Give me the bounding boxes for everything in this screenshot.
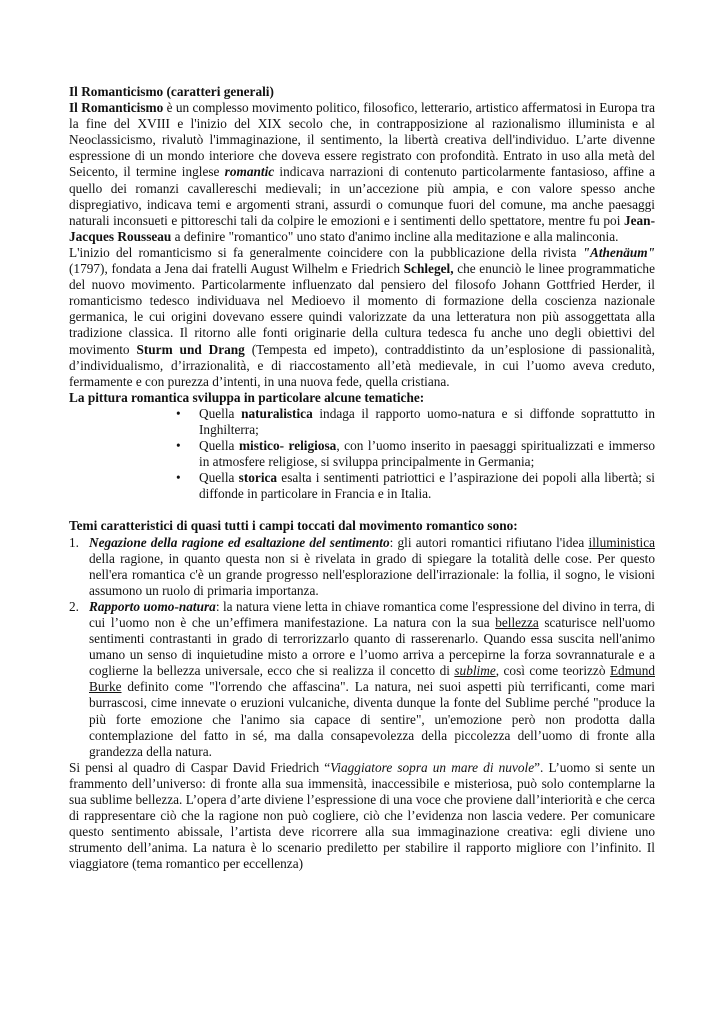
item-text: : la natura viene letta in chiave romantica come l'espressione del divino in terra, di cui l’uomo non è che un’effimera manifestazione. La natura con la sua — [89, 598, 655, 630]
origins-text-3: che enunciò le linee programmatiche del nuovo movimento. Particolarmente influenzato dal pensiero del filosofo Johann Gottfried Herder, il romanticismo tedesco individuava nel Medioevo il momento di formazione della coscienza nazionale germanica, le cui origini dovevano essere quindi valorizzate da una letteratura non più assoggettata alla tradizione classica. Il ritorno alle fonti originarie della cultura tedesca fu anche uno degli obiettivi del movimento — [69, 261, 655, 357]
bullet-bold-term: storica — [238, 470, 278, 486]
themes-list — [69, 535, 655, 760]
list-item — [69, 535, 655, 599]
painting-heading: La pittura romantica sviluppa in particolare alcune tematiche: — [69, 389, 425, 405]
intro-text-1: è un complesso movimento politico, filosofico, letterario, artistico affermatosi in Europa tra la fine del XVIII e l'inizio del XIX secolo che, in contrapposizione al razionalismo illuminista e al Neoclassicismo, rivalutò l'immaginazione, il sentimento, la libertà creativa dell'individuo. L’arte divenne espressione di un mondo interiore che doveva essere registrato con profondità. Entrato in uso alla metà del Seicento, il termine inglese — [69, 100, 655, 180]
intro-lead-term: Il Romanticismo — [69, 100, 164, 116]
list-item — [170, 406, 655, 438]
romantic-term: romantic — [224, 164, 275, 180]
illuministica-link[interactable]: illuministica — [588, 534, 655, 550]
friedrich-text-1: Si pensi al quadro di Caspar David Friedrich “ — [69, 759, 331, 775]
bullet-text-post: , con l’uomo inserito in paesaggi spiritualizzati e immerso in atmosfere religiose, si sviluppa principalmente in Germania; — [199, 438, 655, 470]
list-item — [69, 599, 655, 760]
bullet-icon: • — [176, 405, 181, 421]
bullet-bold-term: naturalistica — [241, 405, 313, 421]
origins-paragraph — [69, 245, 655, 390]
item-number: 2. — [69, 598, 79, 614]
origins-text-4: (Tempesta ed impeto), contraddistinto da un’esplosione di passionalità, d’individualismo, d’irrazionalità, e di riaccostamento all’età medievale, in cui l’uomo aveva creduto, fermamente e con purezza d’intenti, in una nuova fede, quella cristiana. — [69, 341, 655, 389]
item-text: : gli autori romantici rifiutano l'idea — [389, 534, 589, 550]
sublime-link[interactable]: sublime — [454, 663, 496, 679]
bullet-text-pre: Quella — [199, 405, 242, 421]
bullet-icon: • — [176, 470, 181, 486]
rousseau-name: Jean-Jacques Rousseau — [69, 212, 655, 244]
schlegel-name: Schlegel, — [403, 261, 454, 277]
painting-themes-list — [69, 406, 655, 503]
bellezza-link[interactable]: bellezza — [495, 615, 539, 630]
spacer — [69, 502, 655, 518]
list-item — [170, 438, 655, 470]
origins-text-1: L'inizio del romanticismo si fa generalmente coincidere con la pubblicazione della rivista — [69, 244, 583, 260]
document-page — [69, 84, 655, 873]
sturm-und-drang: Sturm und Drang — [136, 341, 245, 357]
bullet-icon: • — [176, 438, 181, 454]
item-text: , così come teorizzò — [495, 663, 610, 679]
item-text: definito come "l'orrendo che affascina". La natura, nei suoi aspetti più terrificanti, come mari burrascosi, cime innevate o eruzioni vulcaniche, diventa dunque la fonte del Sublime perché "produce la più forte emozione che l'animo sia capace di sentire", un'emozione però non prodotta dalla contemplazione del fatto in sé, ma dalla consapevolezza della piccolezza dell’uomo di fronte alla grandezza della natura. — [89, 679, 655, 759]
bullet-bold-term: mistico- religiosa — [238, 438, 337, 454]
intro-text-3: a definire "romantico" uno stato d'animo incline alla meditazione e alla malinconia. — [171, 228, 619, 244]
friedrich-paragraph — [69, 760, 655, 873]
bullet-text-post: esalta i sentimenti patriottici e l’aspirazione dei popoli alla libertà; si diffonde in particolare in Francia e in Italia. — [199, 470, 655, 502]
edmund-burke-link[interactable]: Edmund Burke — [89, 663, 655, 695]
athenaeum-title: "Athenäum" — [582, 244, 655, 260]
item-text: scaturisce nell'uomo sentimenti contrastanti in grado di terrorizzarlo quanto di rasserenarlo. Quando essa suscita nell'animo umano un senso di inquietudine misto a orrore e l’uomo arriva a percepirne la forza sovrannaturale e a coglierne la bellezza universale, ecco che si realizza il concetto di — [89, 615, 655, 679]
friedrich-text-2: ”. L’uomo si sente un frammento dell’universo: di fronte alla sua immensità, inaccessibile e misteriosa, può solo contemplarne la sua sublime bellezza. L’opera d’arte diviene l’espressione di una voce che proviene dall’interiorità e che cerca di rappresentare ciò che la ragione non può cogliere, ciò che l’evidenza non lascia vedere. Per comunicare questo sentimento abissale, l’artista deve ricorrere alla sua immaginazione creativa: egli diviene uno strumento dell’anima. La natura è lo scenario prediletto per stabilire il rapporto migliore con l’infinito. Il viaggiatore (tema romantico per eccellenza) — [69, 759, 655, 872]
themes-heading: Temi caratteristici di quasi tutti i campi toccati dal movimento romantico sono: — [69, 518, 518, 534]
item-number: 1. — [69, 534, 79, 550]
page-title: Il Romanticismo (caratteri generali) — [69, 84, 274, 99]
bullet-text-pre: Quella — [199, 470, 239, 486]
intro-text-2: indicava narrazioni di contenuto particolarmente fantasioso, affine a quello dei romanzi cavallereschi medievali; in un’accezione più ampia, e con valore spesso anche dispregiativo, indicava temi e argomenti strani, assurdi o comunque fuori del comune, ma anche paesaggi naturali inconsueti e pittoreschi tali da colpire le emozioni e i sentimenti dello spettatore, mentre fu poi — [69, 164, 655, 228]
item-title: Negazione della ragione ed esaltazione del sentimento — [89, 534, 390, 550]
origins-text-2: (1797), fondata a Jena dai fratelli August Wilhelm e Friedrich — [69, 261, 404, 277]
painting-title: Viaggiatore sopra un mare di nuvole — [330, 759, 535, 775]
list-item — [170, 470, 655, 502]
item-text: della ragione, in quanto questa non si è rivelata in grado di spiegare la totalità delle cose. Per questo nell'era romantica c'è un grande progresso nell'esplorazione dell'irrazionale: la follia, il sogno, le visioni assumono un ruolo di primaria importanza. — [89, 550, 655, 598]
bullet-text-post: indaga il rapporto uomo-natura e si diffonde soprattutto in Inghilterra; — [199, 405, 655, 437]
bullet-text-pre: Quella — [199, 438, 239, 454]
item-title: Rapporto uomo-natura — [89, 598, 216, 614]
intro-paragraph — [69, 100, 655, 245]
